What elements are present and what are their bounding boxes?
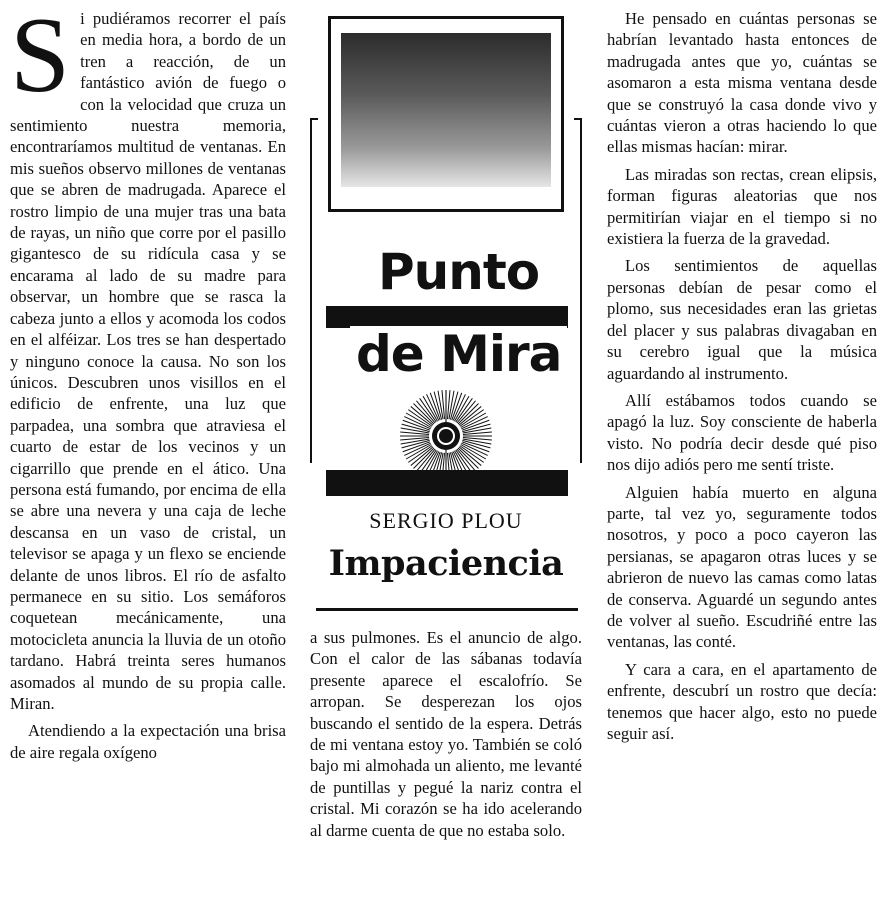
- paragraph: He pensado en cuántas personas se habrían levantado hasta entonces de madrugada antes que yo, cuántas se asomaron a esta misma ventana desde que se construyó la casa donde vivo y cuántas vieron a otras haciendo lo que ellas mismas hacían: mirar.: [607, 9, 877, 157]
- paragraph: Atendiendo a la expectación una brisa de aire regala oxígeno: [10, 721, 286, 762]
- paragraph: Alguien había muerto en alguna parte, tal vez yo, seguramente todos nosotros, y poco a poco cayeron las persianas, se apagaron otras luces y se abrieron de nuevo las camas como latas de conserva. Aguardé un segundo antes de volver al sueño. Escudriñé entre las ventanas, las conté.: [607, 482, 877, 652]
- article-column-left: [10, 0, 286, 763]
- article-column-right: [607, 8, 877, 744]
- paragraph: a sus pulmones. Es el anuncio de algo. Con el calor de las sábanas todavía presente aparece el escalofrío. Se arropan. Se desperezan los ojos buscando el sentido de la espera. Detrás de mi ventana estoy yo. También se coló bajo mi almohada un aliento, me levanté de puntillas y pegué la nariz contra el cristal. Mi corazón se ha ido acelerando al darme cuenta de que no estaba solo.: [310, 628, 582, 840]
- section-logo-line1: Punto: [378, 243, 540, 301]
- article-headline: Impaciencia: [328, 543, 564, 584]
- logo-bar-bottom: [326, 470, 568, 496]
- photo-image: [341, 33, 551, 187]
- paragraph: Y cara a cara, en el apartamento de enfrente, descubrí un rostro que decía: tenemos que hacer algo, esto no puede seguir así.: [607, 659, 877, 743]
- section-masthead: [310, 8, 582, 618]
- section-logo-line2: de Mira: [350, 326, 567, 382]
- article-column-middle: [310, 627, 582, 841]
- paragraph: Los sentimientos de aquellas personas debían de pesar como el plomo, sus necesidades eran las grietas del placer y sus palabras divagaban en su cerebro igual que la música aguardando al instrumento.: [607, 256, 877, 383]
- paragraph: Allí estábamos todos cuando se apagó la luz. Soy consciente de haberla visto. No podría decir desde qué piso nos dijo adiós pero me sentí triste.: [607, 390, 877, 475]
- paragraph: Las miradas son rectas, crean elipsis, forman figuras aleatorias que nos permitirían viajar en el tiempo si no existiera la fuerza de la gravedad.: [607, 164, 877, 249]
- drop-cap: S: [10, 0, 71, 115]
- author-byline: SERGIO PLOU: [369, 508, 523, 533]
- paragraph: [10, 0, 286, 714]
- paragraph-text: i pudiéramos recorrer el país en media hora, a bordo de un tren a reacción, de un fantástico avión de fuego o con la velocidad que cruza un sentimiento nuestra memoria, encontraríamos multitud de ventanas. En mis sueños observo millones de ventanas que se abren de madrugada. Aparece el rostro limpio de una mujer tras una bata de rayas, un niño que corre por el pasillo gigantesco de su ridícula casa y se encarama al lado de su madre para observar, un hombre que se rasca la cabeza junto a ellos y acomoda los codos en el alféizar. Los tres se han despertado y ninguno conoce la causa. No son los únicos. Descubren unos visillos en el edificio de enfrente, una luz que parpadea, una sombra que atraviesa el cuarto de estar de los vecinos y un cigarrillo que prende en el ático. Una persona está fumando, por encima de ella se abre una nevera y una caja de leche descansa en un vaso de cristal, un televisor se apaga y un flexo se enciende delante de unos libros. El río de asfalto permanece en su sitio. Los semáforos coquetean mecánicamente, una motocicleta anuncia la lluvia de un otoño tardano. Habrá treinta seres humanos asomados al mundo de su propia calle. Miran.: [10, 9, 286, 713]
- photo-frame: [328, 16, 564, 212]
- headline-rule: [316, 608, 578, 611]
